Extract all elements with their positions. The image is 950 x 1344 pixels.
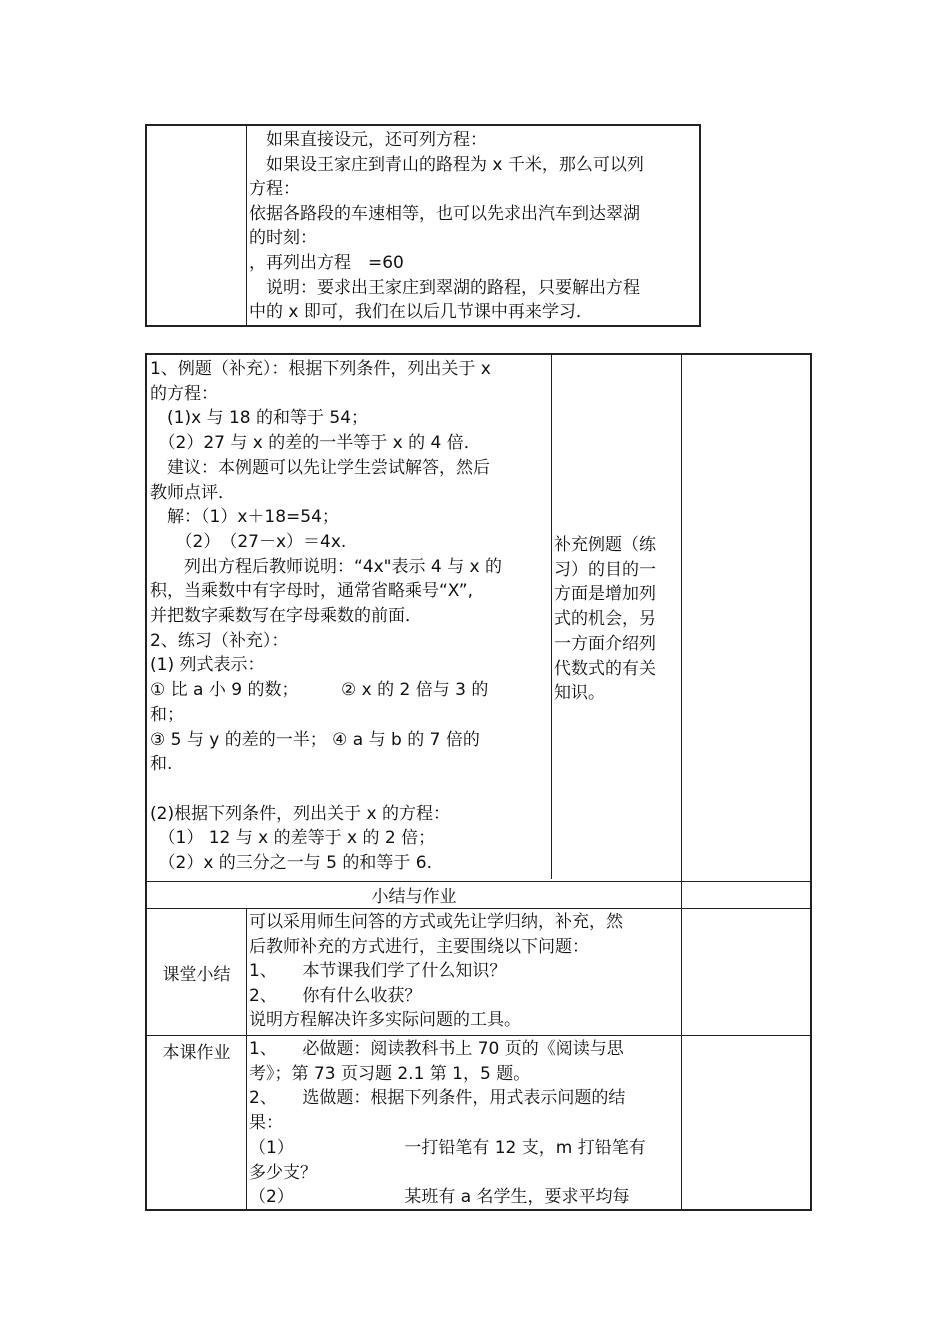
text-line: ③ 5 与 y 的差的一半； ④ a 与 b 的 7 倍的 <box>150 729 480 750</box>
text-line: 2、 你有什么收获？ <box>249 985 422 1006</box>
text-line: 考》；第 73 页习题 2.1 第 1，5 题。 <box>249 1063 531 1084</box>
column-divider <box>246 126 247 325</box>
column-divider <box>246 909 247 1209</box>
text-line: 列出方程后教师说明：“4x"表示 4 与 x 的 <box>150 556 502 577</box>
homework-label: 本课作业 <box>162 1043 231 1063</box>
text-line: 说明方程解决许多实际问题的工具。 <box>249 1010 521 1030</box>
text-line: 式的机会，另 <box>554 609 656 630</box>
text-line: 2、 选做题：根据下列条件，用式表示问题的结 <box>249 1088 626 1109</box>
text-line: （1） 一打铅笔有 12 支，m 打铅笔有 <box>249 1137 646 1158</box>
text-line: ① 比 a 小 9 的数； ② x 的 2 倍与 3 的 <box>150 680 489 701</box>
text-line: 说明：要求出王家庄到翠湖的路程，只要解出方程 <box>249 277 640 298</box>
text-line: 和. <box>150 754 173 775</box>
table-continued-notes <box>145 124 701 327</box>
text-line: （2）x 的三分之一与 5 的和等于 6. <box>150 853 433 873</box>
column-divider <box>551 355 552 879</box>
text-line: 1、 必做题：阅读教科书上 70 页的《阅读与思 <box>249 1039 624 1059</box>
text-line: （1） 12 与 x 的差等于 x 的 2 倍； <box>150 828 436 849</box>
class-summary-label: 课堂小结 <box>162 965 231 985</box>
row-divider <box>147 1035 810 1036</box>
text-line: 教师点评． <box>150 482 235 503</box>
column-divider <box>681 355 682 1209</box>
text-line: 建议：本例题可以先让学生尝试解答，然后 <box>150 457 490 478</box>
text-line: (2)根据下列条件，列出关于 x 的方程： <box>150 803 450 824</box>
row-divider <box>147 908 810 909</box>
text-line: 积，当乘数中有字母时，通常省略乘号“X”, <box>150 581 473 602</box>
table-examples-and-summary <box>145 353 812 1211</box>
text-line: （2） 某班有 a 名学生，要求平均每 <box>249 1187 630 1208</box>
text-line: 并把数字乘数写在字母乘数的前面． <box>150 606 422 626</box>
text-line: (1) 列式表示： <box>150 655 265 676</box>
text-line: 可以采用师生问答的方式或先让学归纳，补充，然 <box>249 912 623 932</box>
text-line: 如果直接设元，还可列方程： <box>249 130 487 150</box>
text-line: 知识。 <box>554 683 605 704</box>
text-line: 一方面介绍列 <box>554 633 656 654</box>
text-line: 代数式的有关 <box>554 658 656 679</box>
text-line: 多少支？ <box>249 1162 317 1183</box>
text-line: 如果设王家庄到青山的路程为 x 千米，那么可以列 <box>249 154 644 175</box>
text-line: 1、 本节课我们学了什么知识？ <box>249 961 507 981</box>
summary-header: 小结与作业 <box>371 887 457 907</box>
text-line: 解：（1）x＋18=54； <box>150 507 339 528</box>
text-line: ，再列出方程 =60 <box>249 253 404 273</box>
text-line: 1、例题（补充）：根据下列条件，列出关于 x <box>150 359 491 379</box>
text-line: 补充例题（练 <box>554 535 656 555</box>
text-line: 中的 x 即可，我们在以后几节课中再来学习． <box>249 302 593 323</box>
text-line: 2、练习（补充）： <box>150 630 289 651</box>
text-line: （2）27 与 x 的差的一半等于 x 的 4 倍． <box>150 433 481 454</box>
text-line: 和； <box>150 704 184 725</box>
text-line: (1)x 与 18 的和等于 54； <box>150 408 369 429</box>
text-line: 的方程： <box>150 383 218 404</box>
text-line: （2） （27－x）＝4x. <box>150 531 347 552</box>
text-line: 的时刻： <box>249 228 317 249</box>
text-line: 果： <box>249 1113 283 1134</box>
row-divider <box>147 881 810 882</box>
text-line: 依据各路段的车速相等，也可以先求出汽车到达翠湖 <box>249 203 640 224</box>
text-line: 后教师补充的方式进行，主要围绕以下问题： <box>249 936 589 957</box>
text-line: 习）的目的一 <box>554 559 656 580</box>
text-line: 方面是增加列 <box>554 584 656 605</box>
text-line: 方程： <box>249 179 300 200</box>
